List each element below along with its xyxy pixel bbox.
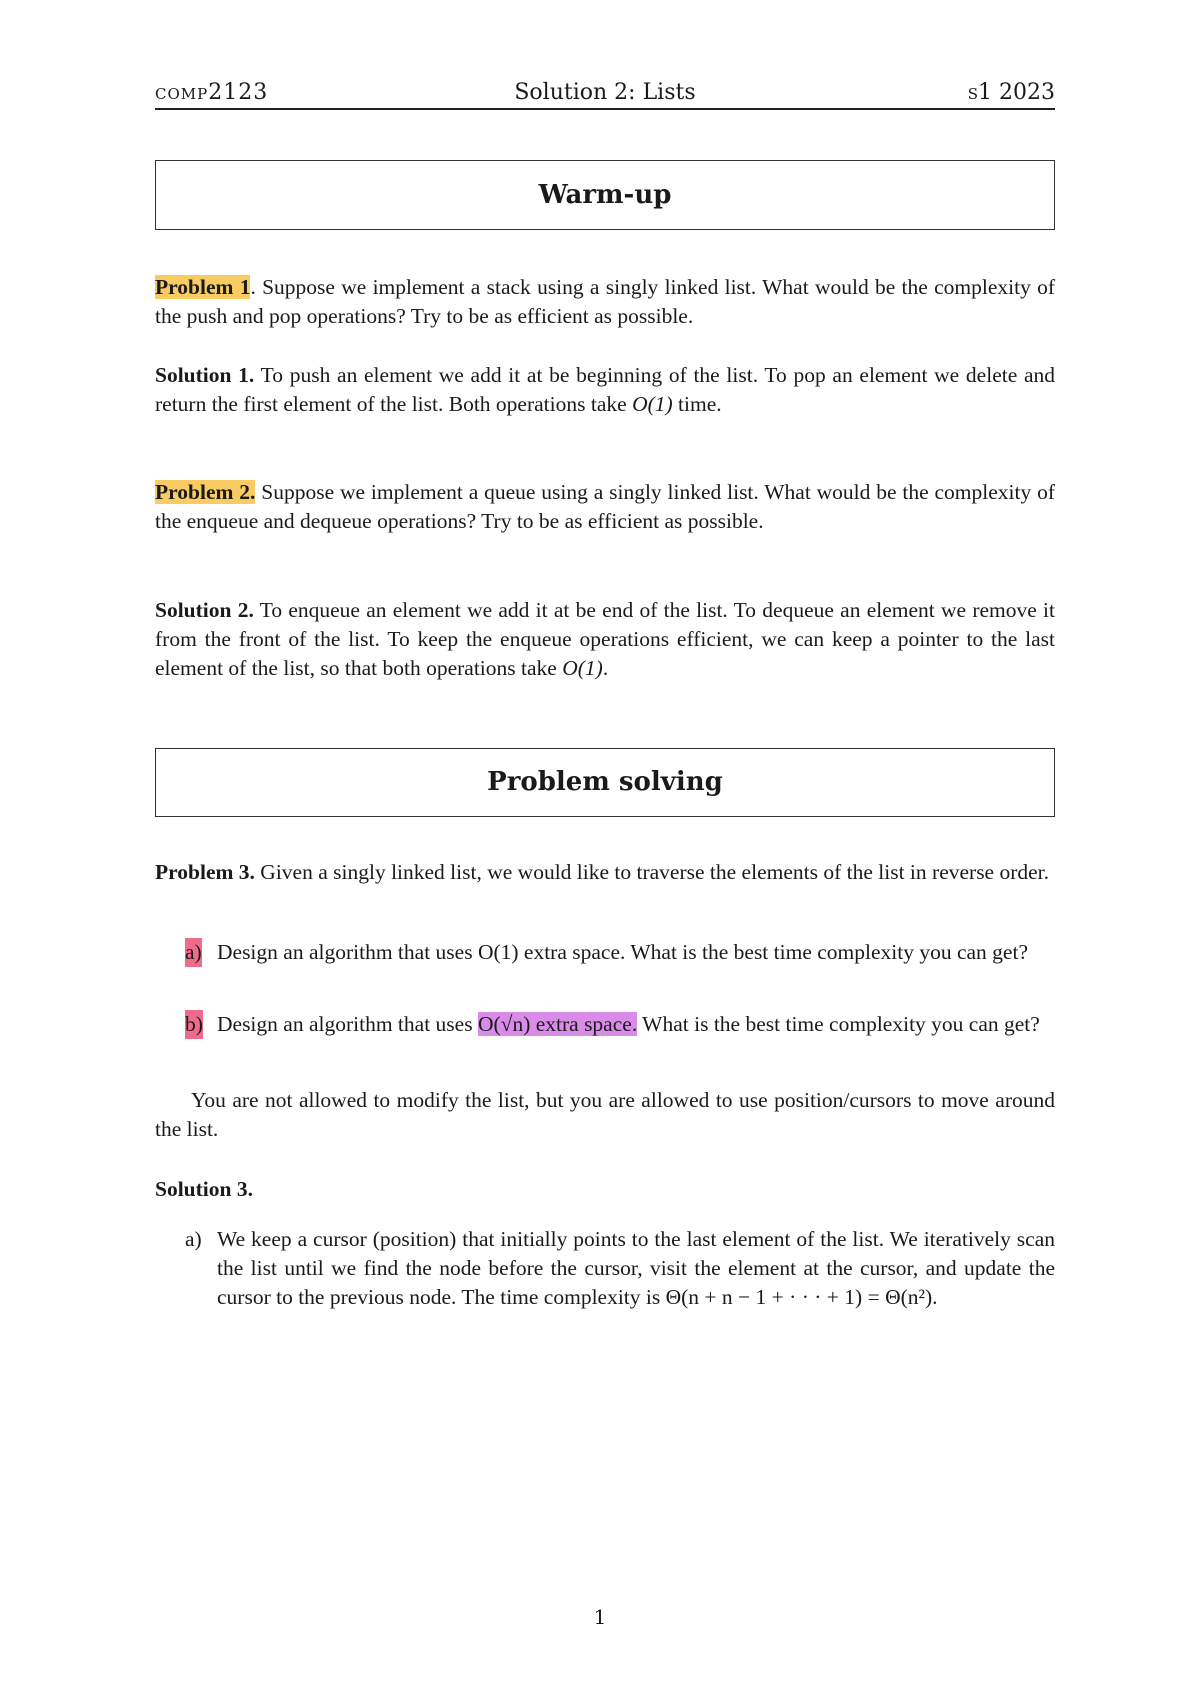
item-label: a) (185, 938, 202, 967)
problem-1-text: . Suppose we implement a stack using a singly linked list. What would be the complexity of the push and pop operations? Try to be as efficient as possible. (155, 275, 1056, 328)
solution-2 (155, 596, 1055, 683)
solution-1-text-b: time. (672, 392, 722, 416)
item-text: We keep a cursor (position) that initially points to the last element of the list. We iteratively scan the list until we find the node before the cursor, visit the element at the cursor, and update the cursor to the previous node. The time complexity is Θ(n + n − 1 + · · · + 1) = Θ(n²). (217, 1227, 1055, 1309)
solution-3-label: Solution 3. (155, 1177, 253, 1201)
problem-3-label: Problem 3. (155, 860, 255, 884)
solution-1-math: O(1) (632, 392, 673, 416)
solution-2-math: O(1) (562, 656, 603, 680)
section-problem-solving-title: Problem solving (487, 767, 723, 797)
problem-3-item-a (185, 938, 1055, 967)
solution-3 (155, 1175, 1055, 1204)
solution-2-text-a: To enqueue an element we add it at be end of the list. To dequeue an element we remove it from the front of the list. To keep the enqueue operations efficient, we can keep a pointer to the last element of the list, so that both operations take (155, 598, 1055, 680)
section-problem-solving (155, 748, 1055, 817)
solution-1 (155, 361, 1055, 419)
item-label: b) (185, 1010, 203, 1039)
problem-3-text: Given a singly linked list, we would like to traverse the elements of the list in reverse order. (254, 860, 1050, 884)
solution-3-item-a (185, 1225, 1055, 1312)
problem-3 (155, 858, 1055, 887)
section-warmup (155, 160, 1055, 230)
item-text: Design an algorithm that uses O(1) extra space. What is the best time complexity you can get? (217, 940, 1028, 964)
item-label: a) (185, 1227, 202, 1251)
problem-2-text: Suppose we implement a queue using a singly linked list. What would be the complexity of the enqueue and dequeue operations? Try to be as efficient as possible. (155, 480, 1056, 533)
header-term: s1 2023 (967, 80, 1055, 105)
section-warmup-title: Warm-up (538, 180, 672, 210)
item-text-a: Design an algorithm that uses (217, 1012, 478, 1036)
problem-3-item-b (185, 1010, 1055, 1039)
page-number: 1 (593, 1605, 607, 1629)
problem-2-label: Problem 2. (155, 480, 256, 504)
problem-3-note: You are not allowed to modify the list, but you are allowed to use position/cursors to move around the list. (155, 1088, 1055, 1141)
item-highlight: O(√n) extra space. (477, 1012, 638, 1036)
problem-1 (155, 273, 1055, 331)
page-header (155, 78, 1055, 110)
header-course: comp2123 (155, 80, 269, 105)
solution-2-text-b: . (602, 656, 609, 680)
solution-1-text-a: To push an element we add it at be beginning of the list. To pop an element we delete and return the first element of the list. Both operations take (155, 363, 1055, 416)
solution-2-label: Solution 2. (155, 598, 254, 622)
header-title: Solution 2: Lists (514, 80, 696, 105)
problem-2 (155, 478, 1055, 536)
solution-1-label: Solution 1. (155, 363, 255, 387)
item-text-b: What is the best time complexity you can get? (637, 1012, 1040, 1036)
problem-1-label: Problem 1 (155, 275, 251, 299)
